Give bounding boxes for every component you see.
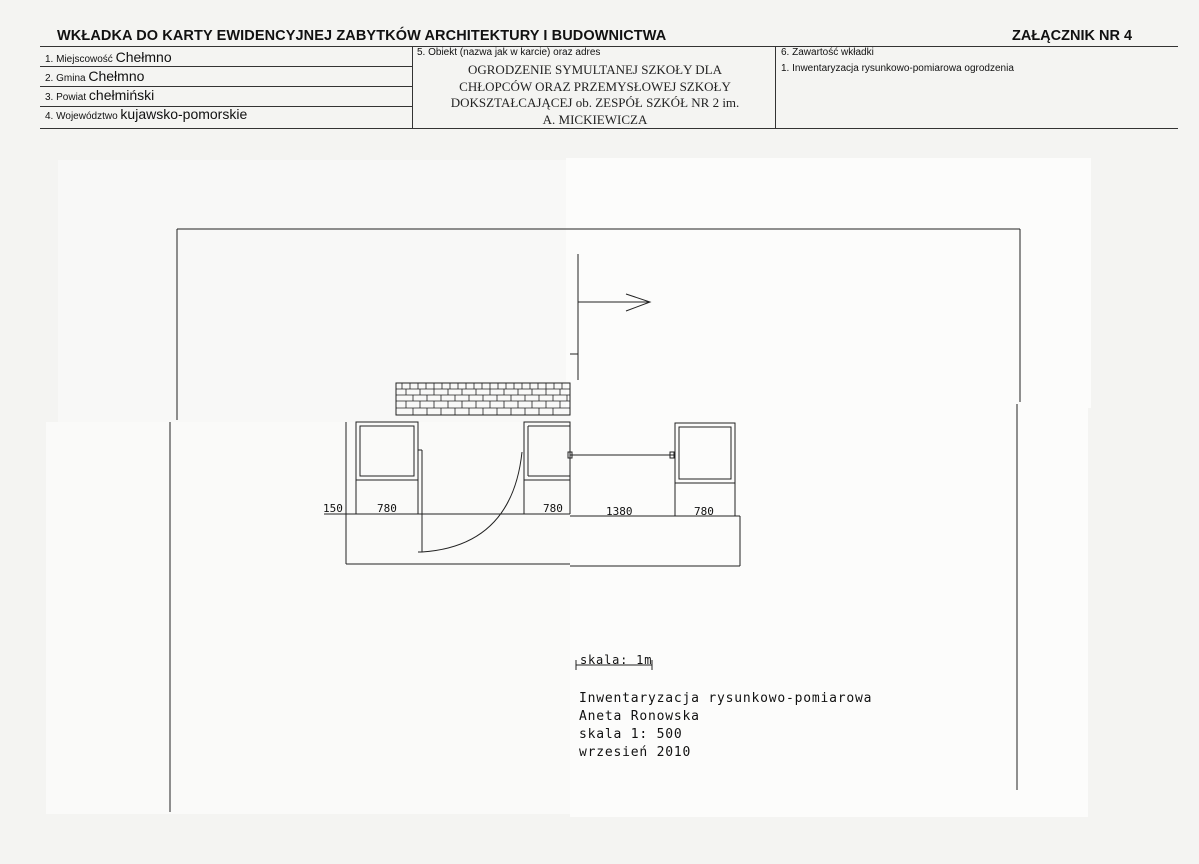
dimension-label: 780 <box>377 502 397 515</box>
object-line: OGRODZENIE SYMULTANEJ SZKOŁY DLA <box>467 62 722 77</box>
caption-line: wrzesień 2010 <box>579 745 692 760</box>
voivodeship-label: 4. Województwo <box>45 111 118 122</box>
caption-line: Aneta Ronowska <box>579 709 700 724</box>
object-line: A. MICKIEWICZA <box>542 111 648 127</box>
dimension-label: 780 <box>543 502 563 515</box>
object-label: 5. Obiekt (nazwa jak w karcie) oraz adres <box>417 47 601 58</box>
scale-bar-label: skala: 1m <box>580 653 653 667</box>
commune-label: 2. Gmina <box>45 73 86 84</box>
dimension-label: 780 <box>694 505 714 518</box>
contents-item: 1. Inwentaryzacja rysunkowo-pomiarowa ogrodzenia <box>781 63 1014 74</box>
caption-line: Inwentaryzacja rysunkowo-pomiarowa <box>579 691 873 706</box>
locality-label: 1. Miejscowość <box>45 54 113 65</box>
dimension-label: 1380 <box>606 505 633 518</box>
annex-number: ZAŁĄCZNIK NR 4 <box>1012 28 1133 44</box>
voivodeship-value: kujawsko-pomorskie <box>120 106 248 122</box>
district-label: 3. Powiat <box>45 92 87 103</box>
locality-value: Chełmno <box>115 49 172 65</box>
district-value: chełmiński <box>88 87 155 103</box>
object-line: DOKSZTAŁCAJĄCEJ ob. ZESPÓŁ SZKÓŁ NR 2 im. <box>450 95 740 111</box>
commune-value: Chełmno <box>88 68 145 84</box>
object-line: CHŁOPCÓW ORAZ PRZEMYSŁOWEJ SZKOŁY <box>459 78 731 94</box>
caption-line: skala 1: 500 <box>579 727 683 742</box>
document-title: WKŁADKA DO KARTY EWIDENCYJNEJ ZABYTKÓW ARCHITEKTURY I BUDOWNICTWA <box>57 28 667 44</box>
dimension-label: 150 <box>323 502 343 515</box>
contents-label: 6. Zawartość wkładki <box>781 47 874 58</box>
